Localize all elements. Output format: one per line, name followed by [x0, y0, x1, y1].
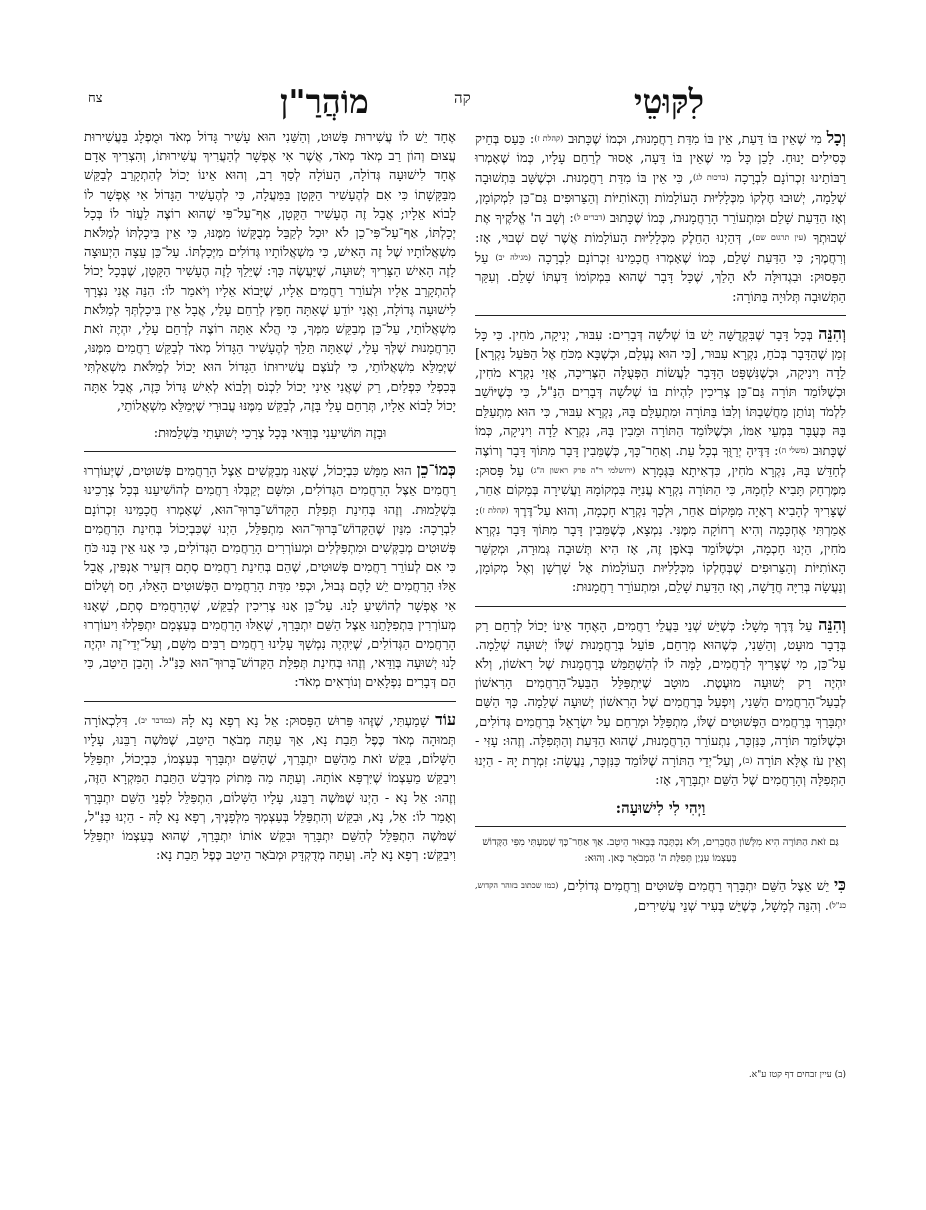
paragraph-text: שָׁמַעְתִּי, שֶׁזֶּהוּ פֵּרוּשׁ הַפָּסוּק: אֵל נָא רְפָא נָא לָהּ: [181, 713, 429, 729]
source-reference: (ירושלמי ר"ה פרק ראשון ה"ג): [530, 466, 636, 476]
paragraph: [475, 128, 846, 307]
paragraph-text: מִי שֶׁאֵין בּוֹ דַּעַת, אֵין בּוֹ מִדַּת רַחֲמָנוּת, וּכְמוֹ שֶׁכָּתוּב: [568, 132, 822, 147]
paragraph-text: הוּא מַמָּשׁ כִּבְיָכוֹל, שֶׁאָנוּ מְבַקְּשִׁים אֵצֶל הָרַחֲמִים פְּשׁוּטִים, שֶׁיְּעוֹרְרוּ רַחֲמִים אֵצֶל הָרַחֲמִים הַגְּדוֹלִים, וּמִשָּׁם יְקַבְּלוּ רַחֲמִים לְהוֹשִׁיעֵנוּ בְּכָל צְרָכֵינוּ בִּשְׁלֵמוּת. וְזֶהוּ בְּחִינַת תְּפִלַּת הַקָּדוֹשׁ־בָּרוּךְ־הוּא, שֶׁאָמְרוּ חֲכָמֵינוּ זִכְרוֹנָם לִבְרָכָה: מִנַּיִן שֶׁהַקָּדוֹשׁ־בָּרוּךְ־הוּא מִתְפַּלֵּל, הַיְנוּ שֶׁכִּבְיָכוֹל בְּחִינַת הָרַחֲמִים פְּשׁוּטִים מְבַקְּשִׁים וּמִתְפַּלְּלִים וּמְעוֹרְרִים הָרַחֲמִים הַגְּדוֹלִים, כִּי אָנוּ אֵין בָּנוּ כֹּחַ כִּי אִם לְעוֹרֵר רַחֲמִים פְּשׁוּטִים, שֶׁהֵם בְּחִינַת רַחֲמִים סְתָם דִּזְעֵיר אַנְפִּין, אֲבָל אֵלּוּ הָרַחֲמִים יֵשׁ לָהֶם גְּבוּל, וּכְפִי מִדַּת הָרַחֲמִים הַפְּשׁוּטִים הָאֵלּוּ, חַס וְשָׁלוֹם אִי אֶפְשָׁר לְהוֹשִׁיעַ לָנוּ. עַל־כֵּן אָנוּ צְרִיכִין לְבַקֵּשׁ, שֶׁהָרַחֲמִים סְתָם, שֶׁאָנוּ מְעוֹרְרִין בִּתְפִלָּתֵנוּ אֵצֶל הַשֵּׁם יִתְבָּרַךְ, שֶׁאֵלּוּ הָרַחֲמִים בְּעַצְמָם יִתְפַּלְלוּ וִיעוֹרְרוּ הָרַחֲמִים הַגְּדוֹלִים, שֶׁיִּהְיֶה נִמְשָׁךְ עָלֵינוּ רַחֲמִים רַבִּים מִשָּׁם, וְעַל־יְדֵי־זֶה יִהְיֶה לָנוּ יְשׁוּעָה בְּוַדַּאי, וְזֶהוּ בְּחִינַת תְּפִלַּת הַקָּדוֹשׁ־בָּרוּךְ־הוּא כַּנַּ"ל. וְהָבֵן הֵיטֵב, כִּי הֵם דְּבָרִים נִפְלָאִים וְנוֹרָאִים מְאֹד:: [84, 464, 456, 691]
opening-word: וְהִנֵּה: [818, 614, 846, 634]
paragraph: [84, 710, 456, 866]
paragraph-text: : וְשָׁב ה' אֱלֹקֶיךָ אֶת שְׁבוּתְךָ: [475, 210, 846, 247]
paragraph-text: עַל הַפָּסוּק: וּבִגְדוּלָּה לֹא הָלַךְ, שֶׁכָּל דָּבָר שֶׁהוּא בִּמְקוֹמוֹ דַּעְתּוֹ שָׁלֵם. וְעִקַּר הַתְּשׁוּבָה תְּלוּיָה בַּתּוֹרָה:: [475, 251, 846, 305]
paragraph-text: , דְּהַיְנוּ הַחֵלֶק מִכְּלָלִיּוּת הָעוֹלָמוֹת אֲשֶׁר שָׁם שְׁבוּי, אָז: וְרִחֲמֶךָ; כִּי הַדַּעַת שָׁלֵם, כְּמוֹ שֶׁאָמְרוּ חֲכָמֵינוּ זִכְרוֹנָם לִבְרָכָה: [475, 231, 846, 267]
source-reference: (ב): [742, 756, 753, 766]
editorial-note: גַּם זֹאת הַתּוֹרָה הִיא מִלְּשׁוֹן הַחֲבֵרִים, וְלֹא נִכְתְּבָה בְּבֵאוּר הֵיטֵב. אַךְ אַחַר־כָּךְ שָׁמַעְתִּי מִפִּי הַקָּדוֹשׁ בְּעַצְמוֹ עִנְיַן תְּפִלַּת ה' הַמְבֹאָר כָּאן. וְהוּא:: [482, 836, 839, 864]
opening-word: עוֹד: [435, 709, 457, 729]
paragraph: [475, 875, 846, 916]
paragraph-text: , וְעַל־יְדֵי הַתּוֹרָה שֶׁלּוֹמֵד כַּנִּזְכָּר, נַעֲשָׂה: זִמְרָת יָהּ - הַיְנוּ הַתְּפִלָּה וְהָרַחֲמִים שֶׁל הַשֵּׁם יִתְבָּרַךְ, אָז:: [475, 754, 846, 789]
paragraph-text: עַל דֶּרֶךְ מָשָׁל: כְּשֶׁיֵּשׁ שְׁנֵי בַּעֲלֵי רַחֲמִים, הָאֶחָד אֵינוֹ יָכוֹל לְרַחֵם רַק בְּדָבָר מוּעָט, וְהַשֵּׁנִי, כְּשֶׁהוּא מְרַחֵם, פּוֹעֵל בְּרַחֲמָנוּת שֶׁלּוֹ יְשׁוּעָה שְׁלֵמָה. עַל־כֵּן, מִי שֶׁצָּרִיךְ לְרַחֲמִים, לָמָּה לוֹ לְהִשְׁתַּמֵּשׁ בְּרַחֲמָנוּת שֶׁל רִאשׁוֹן, וְלֹא יִהְיֶה רַק יְשׁוּעָה מוּעֶטֶת. מוּטָב שֶׁיִּתְפַּלֵּל הַבַּעַל־הָרַחֲמִים הָרִאשׁוֹן לְבַעַל־הָרַחֲמִים הַשֵּׁנִי, וְיִפְעַל בְּרַחֲמִים שֶׁל הָרִאשׁוֹן יְשׁוּעָה שְׁלֵמָה. כָּךְ הַשֵּׁם יִתְבָּרַךְ בְּרַחֲמִים הַפְּשׁוּטִים שֶׁלּוֹ, מִתְפַּלֵּל וּמְרַחֵם עַל יִשְׂרָאֵל בְּרַחֲמִים גְּדוֹלִים, וּכְשֶׁלּוֹמֵד תּוֹרָה, כַּנִּזְכָּר, נִתְעוֹרֵר הָרַחֲמָנוּת, שֶׁהוּא הַדַּעַת וְהַתְּפִלָּה. וְזֶהוּ: עָזִּי - וְאֵין עֹז אֶלָּא תּוֹרָה: [475, 618, 846, 770]
page-number: קה: [454, 89, 471, 107]
source-reference: (קהלת ז): [479, 505, 509, 515]
paragraph-closing-line: וּבָזֶה תּוֹשִׁיעֵנִי בְּוַדַּאי בְּכָל צְרָכַי יְשׁוּעָתִי בִּשְׁלֵמוּת:: [153, 426, 387, 442]
paragraph-closing-line: וַיְהִי לִי לִישׁוּעָה:: [615, 798, 706, 817]
paragraph-text: בְּכָל דָּבָר שֶׁבִּקְדֻשָּׁה יֵשׁ בּוֹ שְׁלֹשָׁה דְּבָרִים: עִבּוּר, יְנִיקָה, מֹחִין. כִּי כָּל זְמַן שֶׁהַדָּבָר בְּכֹחַ, נִקְרָא עִבּוּר, [כִּי הוּא נֶעְלָם, וּכְשֶׁבָּא מִכֹּחַ אֶל הַפֹּעַל נִקְרָא] לֵדָה וִינִיקָה, וּכְשֶׁנִּשְׁפָּט הַדָּבָר לַעֲשׂוֹת הַפְּעֻלָּה הַצְּרִיכָה, אֲזַי נִקְרָא מֹחִין, וּכְשֶׁלּוֹמֵד תּוֹרָה גַּם־כֵּן צְרִיכִין לִהְיוֹת בּוֹ שְׁלֹשָׁה דְּבָרִים הַנַּ"ל, כִּי כְּשֶׁיּוֹשֵׁב לִלְמֹד וְנוֹתֵן מַחֲשַׁבְתּוֹ וְלִבּוֹ בַּתּוֹרָה וּמִתְעַלֵּם בָּהּ, נִקְרָא עִבּוּר, כִּי הוּא מִתְעַלֵּם בָּהּ כְּעֻבָּר בִּמְעֵי אִמּוֹ, וּכְשֶׁלּוֹמֵד הַתּוֹרָה וּמֵבִין בָּהּ, נִקְרָא לֵדָה וִינִיקָה, כְּמוֹ שֶׁכָּתוּב: [475, 327, 846, 460]
paragraph-text: . דִּלִכְאוֹרָה תְּמוּהָה מְאֹד כֶּפֶל תֵּבַת נָא, אַךְ עַתָּה מְבֹאָר הֵיטֵב, שֶׁמֹּשֶׁה רַבֵּנוּ, עָלָיו הַשָּׁלוֹם, בִּקֵּשׁ זֹאת מֵהַשֵּׁם יִתְבָּרַךְ, שֶׁהַשֵּׁם יִתְבָּרַךְ בְּעַצְמוֹ, כִּבְיָכוֹל, יִתְפַּלֵּל וִיבַקֵּשׁ מֵעַצְמוֹ שֶׁיִּרְפָּא אוֹתָהּ. וְעַתָּה מַה מָּתוֹק מִדְּבַשׁ הַתֵּבַת הַמִּקְרָא הַזֶּה, וְזֶהוּ: אֵל נָא - הַיְנוּ שֶׁמֹּשֶׁה רַבֵּנוּ, עָלָיו הַשָּׁלוֹם, הִתְפַּלֵּל לִפְנֵי הַשֵּׁם יִתְבָּרַךְ וְאָמַר לוֹ: אֵל, נָא, וּבִקֵּשׁ וְהִתְפַּלֵּל בְּעַצְמְךָ מִלְּפָנֶיךָ, רְפָא נָא לָהּ - הַיְנוּ כַּנַּ"ל, שֶׁמֹּשֶׁה הִתְפַּלֵּל לְהַשֵּׁם יִתְבָּרַךְ וּבִקֵּשׁ אוֹתוֹ יִתְבָּרַךְ, שֶׁהוּא בְּעַצְמוֹ יִתְפַּלֵּל וִיבַקֵּשׁ: רְפָא נָא לָהּ. וְעַתָּה מְדֻקְדָּק וּמְבֹאָר הֵיטֵב כֶּפֶל תֵּבַת נָא:: [84, 713, 456, 864]
opening-word: כִּי: [833, 874, 846, 894]
folio-number: צח: [88, 91, 103, 106]
left-column: [84, 128, 457, 864]
section-divider: [84, 451, 456, 452]
paragraph-text: אֶחָד יֵשׁ לוֹ עֲשִׁירוּת פָּשׁוּט, וְהַשֵּׁנִי הוּא עָשִׁיר גָּדוֹל מְאֹד וּמֻפְלָג בַּעֲשִׁירוּת עֲצוּם וְהוֹן רַב מְאֹד מְאֹד, אֲשֶׁר אִי אֶפְשָׁר לְהַעֲרִיךְ עֲשִׁירוּתוֹ, וְהִצְרִיךְ אָדָם אֶחָד לִישׁוּעָה גְּדוֹלָה, הָעוֹלָה לְסַךְ רַב, וְהוּא אֵינוֹ יָכוֹל לְהִתְקָרֵב לְבַקֵּשׁ מִבַּקָּשָׁתוֹ כִּי אִם לְהֶעָשִׁיר הַקָּטָן בַּמַּעֲלָה, כִּי לְהֶעָשִׁיר הַגָּדוֹל אִי אֶפְשָׁר לוֹ לָבוֹא אֵלָיו; אֲבָל זֶה הֶעָשִׁיר הַקָּטָן, אַף־עַל־פִּי שֶׁהוּא רוֹצֶה לַעֲזֹר לוֹ בְּכָל יְכָלְתּוֹ, אַף־עַל־פִּי־כֵן לֹא יוּכַל לְקַבֵּל מְבֻקָּשׁוֹ מִמֶּנּוּ, כִּי אֵין בִּיכָלְתּוֹ לְמַלֹּאת מִשְׁאֲלוֹתָיו שֶׁל זֶה הָאִישׁ, כִּי מִשְׁאֲלוֹתָיו גְּדוֹלִים מִיְּכָלְתּוֹ. עַל־כֵּן עֵצָה הַיְעוּצָה לָזֶה הָאִישׁ הַצָּרִיךְ יְשׁוּעָה, שֶׁיַּעֲשֶׂה כָּךְ: שֶׁיֵּלֵךְ לָזֶה הֶעָשִׁיר הַקָּטָן, שֶׁבְּכָל יָכוֹל לְהִתְקָרֵב אֵלָיו וּלְעוֹרֵר רַחֲמִים אֵלָיו, שֶׁיָּבוֹא אֵלָיו וְיֹאמַר לוֹ: הִנֵּה אֲנִי נִצְרָךְ לִישׁוּעָה גְּדוֹלָה, וַאֲנִי יוֹדֵעַ שֶׁאַתָּה חָפֵץ לְרַחֵם עָלַי, אֲבָל אֵין בִּיכָלְתְּךָ לְמַלֹּאת מִשְׁאֲלוֹתַי, עַל־כֵּן מְבַקֵּשׁ מִמְּךָ, כִּי הֲלֹא אַתָּה רוֹצֶה לְרַחֵם עָלַי, יִהְיֶה זֹאת הָרַחֲמָנוּת שֶׁלְּךָ עָלַי, שֶׁאַתָּה תֵּלֵךְ לְהֶעָשִׁיר הַגָּדוֹל מְאֹד לְבַקֵּשׁ רַחֲמִים מִמֶּנּוּ, שֶׁיְּמַלֵּא מִשְׁאֲלוֹתַי, כִּי לְעֹצֶם עֲשִׁירוּתוֹ הַגָּדוֹל הוּא יָכוֹל לְמַלֹּאת מִשְׁאַלְתִּי בְּכִפְלֵי כִּפְלַיִם, רַק שֶׁאֲנִי אֵינִי יָכוֹל לִכְנֹס וְלָבוֹא לְאִישׁ גָּדוֹל כָּזֶה, אֲבָל אַתָּה יָכוֹל לָבוֹא אֵלָיו, תְּרַחֵם עָלַי בָּזֶה, לְבַקֵּשׁ מִמֶּנּוּ עֲבוּרִי שֶׁיְּמַלֵּא מִשְׁאֲלוֹתַי,: [84, 130, 456, 414]
opening-word: וְהִנֵּה: [818, 323, 846, 343]
paragraph-text: : אָמַרְתִּי אֶחְכָּמָה וְהִיא רְחוֹקָה מִמֶּנִּי. נִמְצָא, כְּשֶׁמֵּבִין דָּבָר מִתּוֹךְ דָּבָר נִקְרָא מֹחִין, הַיְנוּ חָכְמָה, וּכְשֶׁלּוֹמֵד בְּאֹפֶן זֶה, אָז הִיא תְּשׁוּבָה גְּמוּרָה, וּמְקַשֵּׁר הָאוֹתִיּוֹת וְהַצֵּרוּפִים שֶׁבְּחֶלְקוֹ מִכְּלָלִיּוּת הָעוֹלָמוֹת אֶל שָׁרְשָׁן וְאֶל מְקוֹמָן, וְנַעֲשָׂה בְּרִיָּה חֲדָשָׁה, וְאָז הַדַּעַת שָׁלֵם, וּמִתְעוֹרֵר רַחֲמָנוּת:: [475, 503, 846, 596]
right-column: [475, 128, 847, 914]
paragraph-text: , כִּי אֵין בּוֹ מִדַּת רַחֲמָנוּת. וּכְשֶׁשָּׁב בִּתְשׁוּבָה שְׁלֵמָה, יְשׁוּבוּ חֶלְקוֹ מִכְּלָלִיּוּת הָעוֹלָמוֹת וְהָאוֹתִיּוֹת וְהַצֵּרוּפִים גַּם־כֵּן לִמְקוֹמָן, וְאָז הַדַּעַת שָׁלֵם וּמִתְעוֹרֵר הָרַחֲמָנוּת, כְּמוֹ שֶׁכָּתוּב: [475, 171, 847, 226]
header-title-left: מוֹהֲרַ"ן: [280, 82, 369, 121]
source-reference: (משלי ה): [778, 446, 809, 456]
source-reference: (דברים ל): [573, 212, 606, 222]
source-reference: (ברכות לג): [692, 173, 729, 183]
paragraph: [84, 460, 456, 692]
header-title-right: לִקּוּטֵי: [633, 82, 704, 121]
opening-word: כְּמוֹ־כֵן: [416, 460, 456, 480]
section-divider: [475, 606, 846, 607]
paragraph-text: . וְהִנֵּה לְמָשָׁל, כְּשֶׁיֵּשׁ בְּעִיר שְׁנֵי עֲשִׁירִים,: [633, 898, 829, 914]
paragraph-text: יֵשׁ אֵצֶל הַשֵּׁם יִתְבָּרַךְ רַחֲמִים פְּשׁוּטִים וְרַחֲמִים גְּדוֹלִים,: [563, 878, 830, 894]
running-header: [0, 70, 926, 120]
source-reference: (כמו שכתוב בזוהר הקדוש, כנ"ל): [475, 880, 846, 910]
paragraph-text: : כַּעַס בְּחֵיק כְּסִילִים יָנוּחַ. לָכֵן כָּל מִי שֶׁאֵין בּוֹ דֵּעָה, אָסוּר לְרַחֵם עָלָיו, כְּמוֹ שֶׁאָמְרוּ רַבּוֹתֵינוּ זִכְרוֹנָם לִבְרָכָה: [475, 132, 846, 187]
opening-word: וְכָל: [826, 128, 846, 147]
paragraph: [475, 615, 846, 791]
section-divider: [84, 701, 456, 702]
footnote: (ב) עיין זבחים דף קטז ע"א.: [748, 1070, 846, 1080]
source-reference: (קהלת ז): [534, 134, 564, 143]
paragraph-text: : דַּדֶּיהָ יְרַוֻּךָ בְכָל עֵת. וְאַחַר־כָּךְ, כְּשֶׁמֵּבִין דָּבָר מִתּוֹךְ דָּבָר וְרוֹצֶה לְחַדֵּשׁ בָּהּ, נִקְרָא מֹחִין, כִּדְאִיתָא בַּגְּמָרָא: [475, 444, 847, 480]
section-divider: [475, 315, 846, 316]
paragraph-text: עַל פָּסוּק: מִמֶּרְחָק תָּבִיא לַחְמָהּ, כִּי הַתּוֹרָה נִקְרָא עֲנִיָּה בִּמְקוֹמָהּ וַעֲשִׁירָה בְּמָקוֹם אַחֵר, שֶׁצָּרִיךְ לְהָבִיא רְאָיָה מִמָּקוֹם אַחֵר, וּלְכָךְ נִקְרָא חָכְמָה, וְהוּא עַל־דֶּרֶךְ: [475, 464, 846, 519]
paragraph: [84, 128, 456, 416]
paragraph: [475, 324, 846, 598]
section-divider: [475, 826, 846, 827]
source-reference: (במדבר יב): [138, 715, 176, 725]
source-reference: (מגילה יב): [495, 253, 532, 263]
source-reference: (עין תרגום שם): [752, 233, 807, 243]
